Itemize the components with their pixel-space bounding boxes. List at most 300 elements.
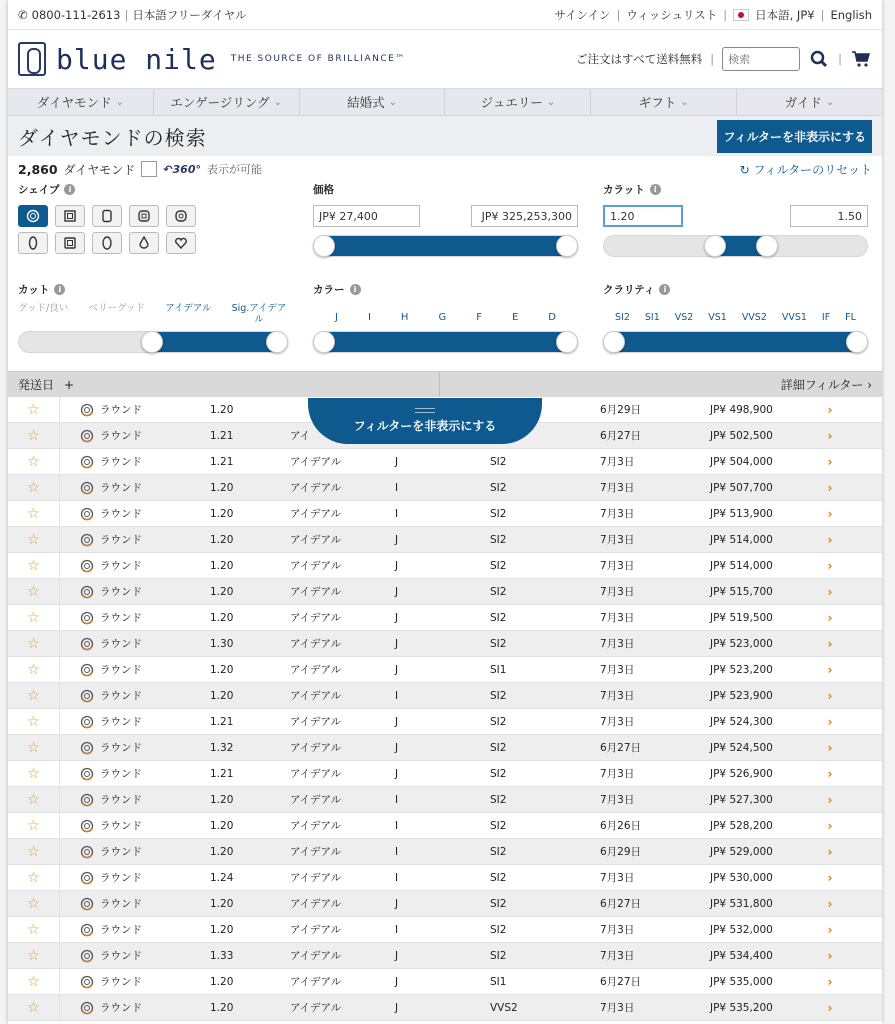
ship-date-cell: 7月3日 (600, 508, 635, 520)
cut-cell: アイデアル (290, 638, 342, 650)
clarity-max-handle[interactable] (846, 331, 868, 353)
chevron-right-icon[interactable]: › (827, 948, 833, 963)
carat-cell: 1.20 (210, 923, 234, 936)
table-row[interactable] (8, 527, 882, 553)
price-cell: JP¥ 527,300 (710, 793, 773, 806)
color-cell: J (395, 1001, 399, 1014)
clarity-cell: SI2 (490, 689, 507, 702)
clarity-cell: SI2 (490, 507, 507, 520)
star-icon[interactable]: ☆ (8, 839, 60, 864)
price-cell: JP¥ 523,200 (710, 663, 773, 676)
cut-option-signature-ideal[interactable]: Sig.アイデアル (231, 303, 287, 325)
ship-date-cell: 6月27日 (600, 976, 642, 988)
chevron-right-icon[interactable]: › (827, 714, 833, 729)
table-row[interactable] (8, 813, 882, 839)
cut-cell: アイデアル (290, 508, 342, 520)
price-cell: JP¥ 534,400 (710, 949, 773, 962)
chevron-down-icon: ⌄ (546, 96, 556, 108)
table-row[interactable] (8, 553, 882, 579)
brand-name: blue nile (56, 42, 217, 76)
color-option-i[interactable]: I (367, 311, 371, 323)
clarity-cell: SI2 (490, 715, 507, 728)
360-checkbox[interactable] (141, 161, 157, 177)
round-diamond-icon (80, 429, 94, 443)
star-icon[interactable]: ☆ (8, 865, 60, 890)
shape-cell: ラウンド (100, 768, 142, 780)
star-icon[interactable]: ☆ (8, 397, 60, 422)
color-max-handle[interactable] (556, 331, 578, 353)
info-icon[interactable]: i (659, 284, 670, 295)
shape-marquise-button[interactable] (18, 232, 48, 254)
table-row[interactable] (8, 657, 882, 683)
cut-min-handle[interactable] (141, 331, 163, 353)
round-diamond-icon (80, 533, 94, 547)
carat-filter-label: カラット (603, 184, 645, 196)
clarity-cell: SI2 (490, 949, 507, 962)
round-diamond-icon (80, 715, 94, 729)
carat-cell: 1.20 (210, 585, 234, 598)
carat-cell: 1.21 (210, 455, 234, 468)
color-option-e[interactable]: E (511, 311, 519, 323)
star-icon[interactable]: ☆ (8, 735, 60, 760)
star-icon[interactable]: ☆ (8, 787, 60, 812)
info-icon[interactable]: i (350, 284, 361, 295)
carat-cell: 1.20 (210, 1001, 234, 1014)
price-cell: JP¥ 535,200 (710, 1001, 773, 1014)
round-diamond-icon (80, 403, 94, 417)
nav-gifts[interactable]: ギフト ⌄ (591, 89, 737, 115)
chevron-right-icon[interactable]: › (827, 610, 833, 625)
color-cell: I (395, 871, 399, 884)
round-diamond-icon (80, 741, 94, 755)
clarity-cell: SI2 (490, 819, 507, 832)
shape-cell: ラウンド (100, 508, 142, 520)
table-row[interactable] (8, 761, 882, 787)
nav-wedding[interactable]: 結婚式 ⌄ (300, 89, 446, 115)
sort-ship-date[interactable]: 発送日 (18, 378, 55, 392)
table-row[interactable] (8, 839, 882, 865)
table-row[interactable] (8, 735, 882, 761)
table-row[interactable] (8, 943, 882, 969)
clarity-option-si1[interactable]: SI1 (644, 311, 660, 323)
price-filter (313, 182, 578, 257)
star-icon[interactable]: ☆ (8, 891, 60, 916)
chevron-right-icon[interactable]: › (827, 844, 833, 859)
ship-date-cell: 7月3日 (600, 716, 635, 728)
main-nav (8, 88, 882, 116)
results-table (8, 397, 882, 1021)
asscher-icon (137, 209, 151, 223)
ship-date-cell: 7月3日 (600, 664, 635, 676)
chevron-right-icon[interactable]: › (827, 584, 833, 599)
logo[interactable] (18, 42, 406, 76)
ship-date-cell: 7月3日 (600, 924, 635, 936)
color-min-handle[interactable] (313, 331, 335, 353)
color-cell: J (395, 715, 399, 728)
price-cell: JP¥ 507,700 (710, 481, 773, 494)
advanced-filters-link[interactable]: 詳細フィルター › (780, 378, 872, 392)
carat-cell: 1.20 (210, 975, 234, 988)
color-cell: J (395, 767, 399, 780)
chevron-right-icon[interactable]: › (827, 792, 833, 807)
price-min-input[interactable] (313, 205, 420, 227)
carat-cell: 1.20 (210, 845, 234, 858)
cut-cell: アイデアル (290, 586, 342, 598)
clarity-cell: SI1 (490, 975, 507, 988)
shape-cell: ラウンド (100, 586, 142, 598)
clarity-min-handle[interactable] (603, 331, 625, 353)
color-cell: I (395, 689, 399, 702)
carat-max-input[interactable] (790, 205, 868, 227)
shape-cell: ラウンド (100, 638, 142, 650)
cut-cell: アイデアル (290, 924, 342, 936)
round-diamond-icon (80, 793, 94, 807)
ship-date-cell: 6月27日 (600, 898, 642, 910)
cut-option-ideal[interactable]: アイデアル (165, 303, 212, 314)
ship-date-cell: 7月3日 (600, 794, 635, 806)
ship-date-cell: 7月3日 (600, 456, 635, 468)
color-option-d[interactable]: D (548, 311, 556, 323)
result-count-unit: ダイヤモンド (63, 162, 136, 177)
carat-filter (603, 182, 868, 257)
japan-flag-icon[interactable] (733, 9, 749, 21)
star-icon[interactable]: ☆ (8, 943, 60, 968)
wishlist-link[interactable]: ウィッシュリスト (626, 7, 718, 22)
chevron-right-icon[interactable]: › (827, 740, 833, 755)
cut-cell: アイデアル (290, 872, 342, 884)
star-icon[interactable]: ☆ (8, 969, 60, 994)
info-icon[interactable]: i (54, 284, 65, 295)
shape-cell: ラウンド (100, 924, 142, 936)
cut-cell: アイデアル (290, 690, 342, 702)
shape-cell: ラウンド (100, 716, 142, 728)
nav-diamonds[interactable]: ダイヤモンド ⌄ (8, 89, 154, 115)
chevron-right-icon[interactable]: › (827, 818, 833, 833)
nav-engagement-rings[interactable]: エンゲージリング ⌄ (154, 89, 300, 115)
carat-cell: 1.20 (210, 611, 234, 624)
clarity-cell: SI2 (490, 611, 507, 624)
table-row[interactable] (8, 969, 882, 995)
cut-cell: アイデアル (290, 664, 342, 676)
chevron-right-icon[interactable]: › (827, 974, 833, 989)
price-cell: JP¥ 513,900 (710, 507, 773, 520)
shape-cell: ラウンド (100, 872, 142, 884)
shape-cell: ラウンド (100, 950, 142, 962)
cut-cell: アイデアル (290, 482, 342, 494)
price-min-handle[interactable] (313, 235, 335, 257)
price-max-handle[interactable] (556, 235, 578, 257)
carat-cell: 1.20 (210, 897, 234, 910)
shape-cell: ラウンド (100, 976, 142, 988)
carat-cell: 1.20 (210, 793, 234, 806)
ship-date-cell: 6月29日 (600, 846, 642, 858)
round-diamond-icon (80, 559, 94, 573)
color-option-f[interactable]: F (476, 311, 482, 323)
star-icon[interactable]: ☆ (8, 813, 60, 838)
price-cell: JP¥ 529,000 (710, 845, 773, 858)
floating-hide-filters-button[interactable]: フィルターを非表示にする (308, 398, 542, 444)
round-diamond-icon (80, 689, 94, 703)
round-diamond-icon (80, 949, 94, 963)
chevron-right-icon[interactable]: › (827, 922, 833, 937)
filter-panel (8, 116, 882, 371)
clarity-option-fl[interactable]: FL (845, 311, 856, 323)
clarity-filter-label: クラリティ (603, 284, 655, 296)
ship-date-cell: 7月3日 (600, 950, 635, 962)
color-slider[interactable] (313, 331, 578, 353)
carat-cell: 1.20 (210, 689, 234, 702)
ship-date-cell: 6月29日 (600, 404, 642, 416)
chevron-right-icon[interactable]: › (827, 688, 833, 703)
chevron-right-icon[interactable]: › (827, 506, 833, 521)
shape-cell: ラウンド (100, 690, 142, 702)
table-row[interactable] (8, 865, 882, 891)
cut-max-handle[interactable] (266, 331, 288, 353)
princess-icon (63, 209, 77, 223)
shape-radiant-button[interactable] (55, 232, 85, 254)
clarity-cell: SI2 (490, 923, 507, 936)
cut-cell: アイデアル (290, 560, 342, 572)
chevron-right-icon[interactable]: › (827, 532, 833, 547)
star-icon[interactable]: ☆ (8, 683, 60, 708)
round-diamond-icon (80, 507, 94, 521)
nav-guide[interactable]: ガイド ⌄ (784, 95, 835, 110)
table-row[interactable] (8, 631, 882, 657)
cut-option-very-good[interactable]: ベリーグッド (88, 303, 145, 314)
carat-cell: 1.20 (210, 481, 234, 494)
star-icon[interactable]: ☆ (8, 605, 60, 630)
clarity-option-vs1[interactable]: VS1 (708, 311, 727, 323)
chevron-right-icon[interactable]: › (827, 454, 833, 469)
chevron-right-icon[interactable]: › (827, 870, 833, 885)
ship-date-cell: 7月3日 (600, 1002, 635, 1014)
carat-cell: 1.21 (210, 429, 234, 442)
signin-link[interactable]: サインイン (554, 7, 611, 22)
cut-option-good[interactable]: グッド/良い (18, 303, 69, 314)
table-row[interactable] (8, 917, 882, 943)
clarity-cell: SI2 (490, 871, 507, 884)
chevron-right-icon[interactable]: › (827, 558, 833, 573)
cushion-icon (174, 209, 188, 223)
carat-cell: 1.21 (210, 767, 234, 780)
carat-cell: 1.30 (210, 637, 234, 650)
ship-date-cell: 6月27日 (600, 742, 642, 754)
shape-round-button[interactable] (18, 205, 48, 227)
search-icon[interactable] (808, 48, 830, 70)
color-cell: J (395, 663, 399, 676)
chevron-right-icon[interactable]: › (827, 896, 833, 911)
carat-min-input[interactable] (603, 205, 683, 227)
info-icon[interactable]: i (650, 184, 661, 195)
round-diamond-icon (80, 1001, 94, 1015)
clarity-cell: SI2 (490, 897, 507, 910)
clarity-option-si2[interactable]: SI2 (615, 311, 630, 323)
shape-cell: ラウンド (100, 742, 142, 754)
ship-date-cell: 7月3日 (600, 586, 635, 598)
shape-princess-button[interactable] (55, 205, 85, 227)
chevron-down-icon: ⌄ (388, 96, 398, 108)
color-filter-label: カラー (313, 284, 345, 296)
ship-date-cell: 7月3日 (600, 560, 635, 572)
star-icon[interactable]: ☆ (8, 657, 60, 682)
cut-cell: アイデアル (290, 1002, 342, 1014)
site-header: blue nile THE SOURCE OF BRILLIANCE™ ご注文はすべて送料無料 | 検索 | (8, 30, 882, 88)
clarity-option-vvs2[interactable]: VVS2 (741, 311, 767, 323)
round-diamond-icon (80, 923, 94, 937)
free-shipping-text: ご注文はすべて送料無料 (575, 52, 703, 66)
price-cell: JP¥ 530,000 (710, 871, 773, 884)
round-diamond-icon (80, 767, 94, 781)
clarity-slider[interactable] (603, 331, 868, 353)
star-icon[interactable]: ☆ (8, 527, 60, 552)
shape-filter (18, 182, 288, 254)
locale-selector[interactable]: 日本語, JP¥ (755, 7, 815, 22)
cut-cell: アイ (290, 430, 311, 442)
shape-asscher-button[interactable] (129, 205, 159, 227)
shape-cushion-button[interactable] (166, 205, 196, 227)
price-cell: JP¥ 519,500 (710, 611, 773, 624)
phone-icon: ✆ (18, 7, 28, 22)
table-row[interactable] (8, 683, 882, 709)
cut-filter (18, 282, 288, 353)
color-option-h[interactable]: H (400, 311, 409, 323)
star-icon[interactable]: ☆ (8, 553, 60, 578)
clarity-option-vvs1[interactable]: VVS1 (781, 311, 807, 323)
cut-cell: アイデアル (290, 456, 342, 468)
cut-cell: アイデアル (290, 976, 342, 988)
cut-slider[interactable] (18, 331, 288, 353)
table-row[interactable] (8, 995, 882, 1021)
price-cell: JP¥ 514,000 (710, 533, 773, 546)
cut-cell: アイデアル (290, 612, 342, 624)
result-count: 2,860 (18, 161, 58, 177)
clarity-cell: SI2 (490, 559, 507, 572)
phone-note: 日本語フリーダイヤル (132, 7, 247, 22)
round-diamond-icon (80, 585, 94, 599)
price-slider[interactable] (313, 235, 578, 257)
chevron-right-icon[interactable]: › (827, 428, 833, 443)
emerald-icon (100, 209, 114, 223)
star-icon[interactable]: ☆ (8, 761, 60, 786)
carat-slider[interactable] (603, 235, 868, 257)
cart-icon[interactable] (850, 48, 872, 70)
chevron-right-icon[interactable]: › (827, 766, 833, 781)
cut-cell: アイデアル (290, 846, 342, 858)
color-cell: I (395, 819, 399, 832)
cut-filter-label: カット (18, 284, 50, 296)
shape-emerald-button[interactable] (92, 205, 122, 227)
carat-max-handle[interactable] (756, 235, 778, 257)
star-icon[interactable]: ☆ (8, 709, 60, 734)
search-input[interactable] (722, 47, 800, 71)
price-cell: JP¥ 535,000 (710, 975, 773, 988)
chevron-right-icon[interactable]: › (827, 662, 833, 677)
phone-number[interactable]: 0800-111-2613 (31, 7, 121, 22)
chevron-right-icon[interactable]: › (827, 402, 833, 417)
shape-pear-button[interactable] (129, 232, 159, 254)
info-icon[interactable]: i (64, 184, 75, 195)
available-label: 表示が可能 (207, 163, 262, 176)
color-option-g[interactable]: G (438, 311, 447, 323)
carat-cell: 1.24 (210, 871, 234, 884)
shape-oval-button[interactable] (92, 232, 122, 254)
color-cell: J (395, 611, 399, 624)
star-icon[interactable]: ☆ (8, 579, 60, 604)
cut-cell: アイデアル (290, 794, 342, 806)
star-icon[interactable]: ☆ (8, 423, 60, 448)
table-row[interactable] (8, 579, 882, 605)
shape-filter-label: シェイプ (18, 184, 60, 196)
table-row[interactable] (8, 501, 882, 527)
table-row[interactable] (8, 891, 882, 917)
chevron-right-icon[interactable]: › (827, 480, 833, 495)
clarity-cell: SI2 (490, 793, 507, 806)
color-cell: J (395, 533, 399, 546)
shape-cell: ラウンド (100, 664, 142, 676)
carat-cell: 1.32 (210, 741, 234, 754)
star-icon[interactable]: ☆ (8, 995, 60, 1020)
carat-min-handle[interactable] (704, 235, 726, 257)
table-row[interactable] (8, 449, 882, 475)
ship-date-cell: 7月3日 (600, 612, 635, 624)
clarity-option-if[interactable]: IF (821, 311, 831, 323)
round-diamond-icon (80, 845, 94, 859)
price-filter-label: 価格 (313, 184, 334, 196)
cut-cell: アイデアル (290, 898, 342, 910)
round-diamond-icon (80, 871, 94, 885)
chevron-right-icon[interactable]: › (827, 636, 833, 651)
round-diamond-icon (80, 663, 94, 677)
color-cell: J (395, 975, 399, 988)
nav-jewelry[interactable]: ジュエリー ⌄ (445, 89, 591, 115)
clarity-option-vs2[interactable]: VS2 (674, 311, 694, 323)
shape-cell: ラウンド (100, 1002, 142, 1014)
color-cell: I (395, 481, 399, 494)
round-diamond-icon (80, 481, 94, 495)
table-row[interactable] (8, 709, 882, 735)
hide-filters-button[interactable]: フィルターを非表示にする (717, 120, 872, 153)
star-icon[interactable]: ☆ (8, 501, 60, 526)
shape-heart-button[interactable] (166, 232, 196, 254)
color-option-j[interactable]: J (335, 311, 338, 323)
chevron-right-icon[interactable]: › (827, 1000, 833, 1015)
clarity-cell: SI2 (490, 585, 507, 598)
oval-icon (100, 236, 114, 250)
star-icon[interactable]: ☆ (8, 917, 60, 942)
ship-date-cell: 7月3日 (600, 638, 635, 650)
price-cell: JP¥ 532,000 (710, 923, 773, 936)
table-row[interactable] (8, 787, 882, 813)
ship-date-cell: 7月3日 (600, 872, 635, 884)
clarity-cell: VVS2 (490, 1001, 518, 1014)
reset-icon: ↻ (739, 162, 750, 177)
table-row[interactable] (8, 605, 882, 631)
price-max-input[interactable] (471, 205, 578, 227)
results-header (8, 371, 882, 397)
heart-icon (174, 236, 188, 250)
add-column-icon[interactable]: + (64, 377, 75, 392)
english-link[interactable]: English (830, 7, 872, 22)
cut-cell: アイデアル (290, 950, 342, 962)
table-row[interactable] (8, 475, 882, 501)
cut-cell: アイデアル (290, 768, 342, 780)
star-icon[interactable]: ☆ (8, 475, 60, 500)
color-cell: J (395, 949, 399, 962)
reset-filters-link[interactable]: ↻ フィルターのリセット (739, 162, 872, 177)
star-icon[interactable]: ☆ (8, 631, 60, 656)
carat-cell: 1.20 (210, 819, 234, 832)
star-icon[interactable]: ☆ (8, 449, 60, 474)
